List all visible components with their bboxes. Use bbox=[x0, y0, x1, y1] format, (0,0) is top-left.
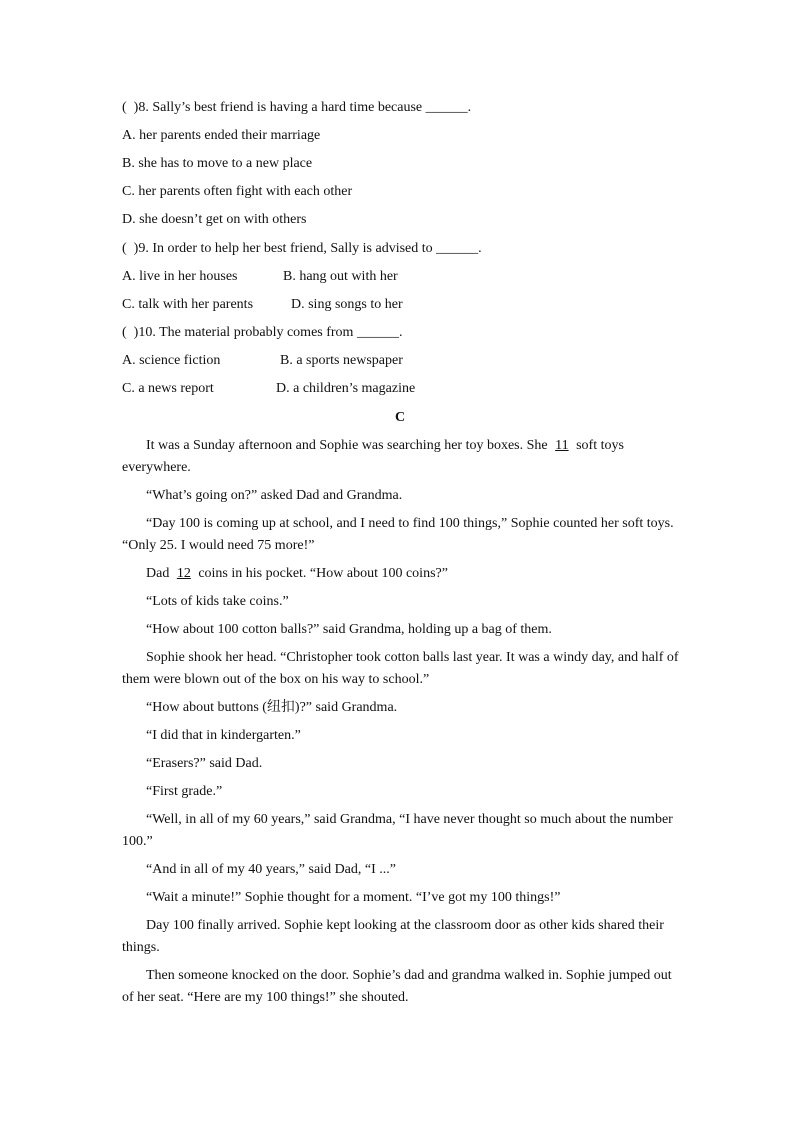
question-9-option-c: C. talk with her parents bbox=[122, 297, 254, 312]
paragraph-15: Day 100 finally arrived. Sophie kept looking at the classroom door as other kids shared their things. bbox=[122, 918, 664, 955]
paragraph-12: “Well, in all of my 60 years,” said Grandma, “I have never thought so much about the number 100.” bbox=[122, 812, 673, 849]
question-8-option-d: D. she doesn’t get on with others bbox=[122, 212, 307, 227]
question-9-option-b: B. hang out with her bbox=[283, 269, 398, 284]
question-8-option-c: C. her parents often fight with each other bbox=[122, 184, 353, 199]
paragraph-11: “First grade.” bbox=[146, 784, 223, 799]
question-8-option-b: B. she has to move to a new place bbox=[122, 156, 313, 171]
question-10-option-c: C. a news report bbox=[122, 381, 214, 396]
paragraph-8: “How about buttons (纽扣)?” said Grandma. bbox=[146, 700, 398, 715]
section-heading: C bbox=[394, 410, 406, 425]
paragraph-1-after: soft toys everywhere. bbox=[122, 438, 624, 475]
paragraph-10: “Erasers?” said Dad. bbox=[146, 756, 263, 771]
question-9-option-d: D. sing songs to her bbox=[291, 297, 403, 312]
question-10-option-b: B. a sports newspaper bbox=[280, 353, 403, 368]
paragraph-1-before: It was a Sunday afternoon and Sophie was searching her toy boxes. She bbox=[146, 438, 548, 453]
paragraph-1 bbox=[122, 435, 680, 479]
paragraph-4 bbox=[122, 563, 680, 585]
paragraph-3: “Day 100 is coming up at school, and I need to find 100 things,” Sophie counted her soft toys. “Only 25. I would need 75 more!” bbox=[122, 516, 674, 553]
paragraph-7: Sophie shook her head. “Christopher took cotton balls last year. It was a windy day, and half of them were blown out of the box on his way to school.” bbox=[122, 650, 679, 687]
question-10-option-a: A. science fiction bbox=[122, 353, 221, 368]
question-8-option-a: A. her parents ended their marriage bbox=[122, 128, 321, 143]
question-8-stem: ( )8. Sally’s best friend is having a hard time because ______. bbox=[122, 100, 472, 115]
question-10-stem: ( )10. The material probably comes from ______. bbox=[122, 325, 403, 340]
blank-11: 11 bbox=[555, 438, 569, 453]
paragraph-13: “And in all of my 40 years,” said Dad, “I ...” bbox=[146, 862, 396, 877]
paragraph-9: “I did that in kindergarten.” bbox=[146, 728, 301, 743]
paragraph-4-after: coins in his pocket. “How about 100 coins?” bbox=[198, 566, 448, 581]
question-10-option-d: D. a children’s magazine bbox=[276, 381, 416, 396]
paragraph-14: “Wait a minute!” Sophie thought for a moment. “I’ve got my 100 things!” bbox=[146, 890, 561, 905]
paragraph-2: “What’s going on?” asked Dad and Grandma. bbox=[146, 488, 403, 503]
paragraph-16: Then someone knocked on the door. Sophie’s dad and grandma walked in. Sophie jumped out of her seat. “Here are my 100 things!” she shouted. bbox=[122, 968, 672, 1005]
blank-12: 12 bbox=[176, 566, 191, 581]
question-9-option-a: A. live in her houses bbox=[122, 269, 238, 284]
question-9-stem: ( )9. In order to help her best friend, Sally is advised to ______. bbox=[122, 241, 482, 256]
paragraph-6: “How about 100 cotton balls?” said Grandma, holding up a bag of them. bbox=[146, 622, 552, 637]
paragraph-4-before: Dad bbox=[146, 566, 170, 581]
paragraph-5: “Lots of kids take coins.” bbox=[146, 594, 289, 609]
